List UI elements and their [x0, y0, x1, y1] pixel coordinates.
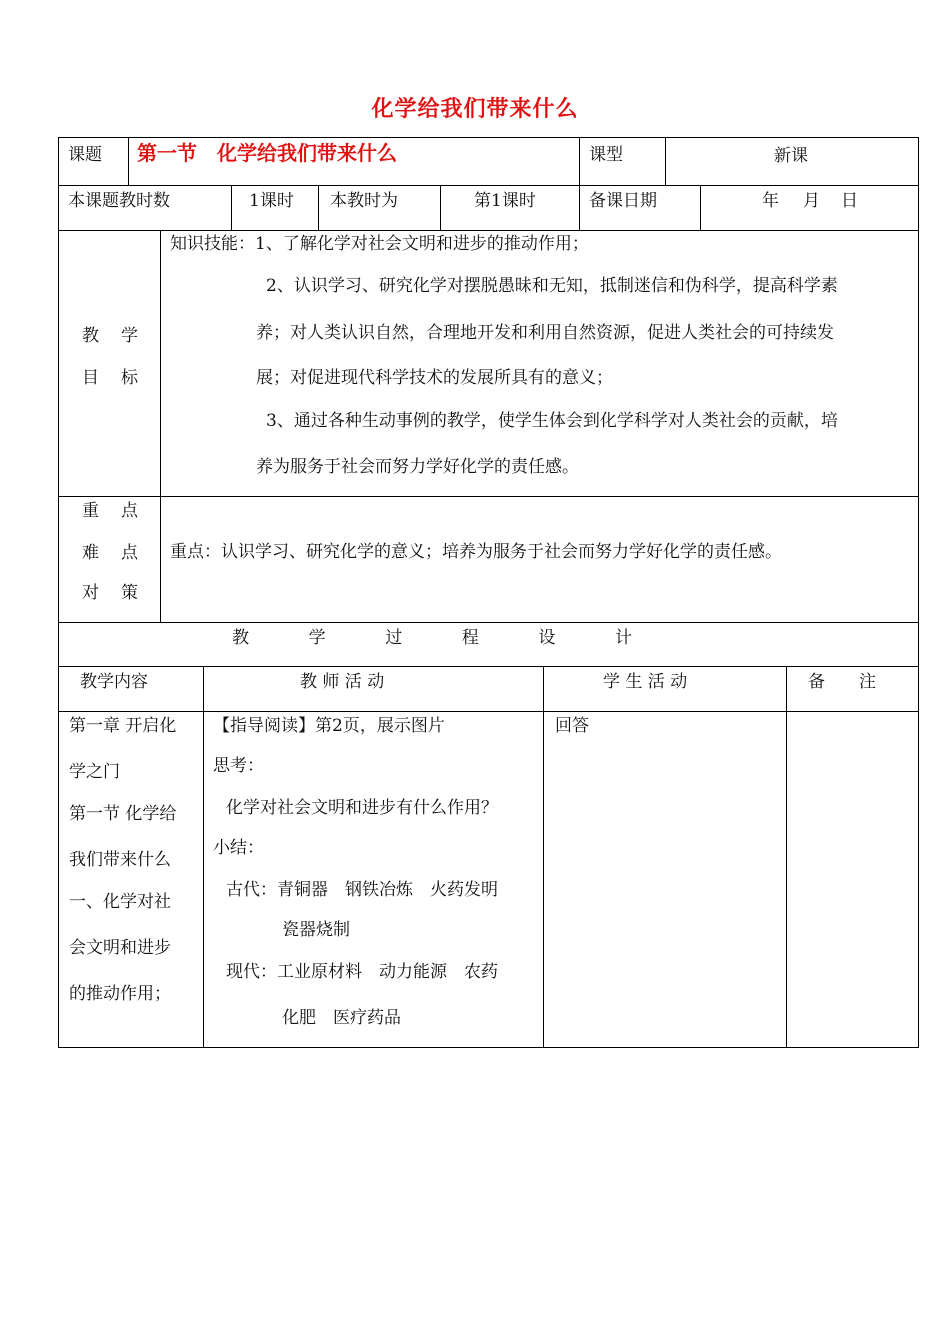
col-divider	[231, 185, 232, 230]
row-divider	[58, 666, 919, 667]
objectives-line: 养；对人类认识自然，合理地开发和利用自然资源，促进人类社会的可持续发	[256, 323, 834, 343]
col-divider	[440, 185, 441, 230]
col-divider	[160, 230, 161, 622]
row-divider	[58, 230, 919, 231]
col-divider	[203, 666, 204, 1048]
row-divider	[58, 711, 919, 712]
objectives-label-line2: 目 标	[82, 368, 138, 388]
col-header-teacher: 教 师 活 动	[300, 672, 385, 692]
content-line: 第一节 化学给	[69, 804, 177, 824]
objectives-line: 知识技能：1、了解化学对社会文明和进步的推动作用；	[170, 234, 589, 254]
design-heading: 教 学 过 程 设 计	[232, 628, 632, 648]
teacher-line: 【指导阅读】第2页，展示图片	[213, 716, 445, 736]
total-hours-value: 1课时	[249, 191, 294, 211]
col-header-notes: 备 注	[808, 672, 876, 692]
objectives-line: 养为服务于社会而努力学好化学的责任感。	[256, 457, 579, 477]
topic-value: 第一节 化学给我们带来什么	[137, 141, 397, 165]
col-header-student: 学 生 活 动	[603, 672, 688, 692]
col-divider	[318, 185, 319, 230]
student-line: 回答	[555, 716, 589, 736]
row-divider	[58, 622, 919, 623]
objectives-line: 2、认识学习、研究化学对摆脱愚昧和无知，抵制迷信和伪科学，提高科学素	[266, 276, 838, 296]
col-divider	[543, 666, 544, 1048]
date-day: 日	[841, 191, 858, 211]
lesson-type-value: 新课	[774, 146, 808, 166]
col-divider	[786, 666, 787, 1048]
teacher-line: 古代：青铜器 钢铁冶炼 火药发明	[226, 880, 498, 900]
row-divider	[58, 496, 919, 497]
teacher-line: 小结：	[213, 838, 264, 858]
date-month: 月	[803, 191, 820, 211]
current-session-label: 本教时为	[330, 191, 398, 211]
date-year: 年	[762, 191, 779, 211]
content-line: 会文明和进步	[69, 938, 171, 958]
current-session-value: 第1课时	[474, 191, 536, 211]
lesson-plan-table	[58, 137, 919, 1048]
objectives-line: 展；对促进现代科学技术的发展所具有的意义；	[256, 368, 613, 388]
key-points-label-line3: 对 策	[82, 583, 138, 603]
teacher-line: 化学对社会文明和进步有什么作用？	[226, 798, 498, 818]
content-line: 我们带来什么	[69, 850, 171, 870]
col-divider	[665, 137, 666, 185]
key-points-label-line1: 重 点	[82, 501, 138, 521]
content-line: 第一章 开启化	[69, 716, 177, 736]
content-line: 的推动作用；	[69, 984, 171, 1004]
teacher-line: 现代：工业原材料 动力能源 农药	[226, 962, 498, 982]
teacher-line: 瓷器烧制	[282, 920, 350, 940]
teacher-line: 化肥 医疗药品	[282, 1008, 401, 1028]
col-divider	[579, 137, 580, 185]
col-divider	[579, 185, 580, 230]
lesson-type-label: 课型	[589, 145, 623, 165]
objectives-label-line1: 教 学	[82, 326, 138, 346]
col-header-content: 教学内容	[80, 672, 148, 692]
topic-label: 课题	[68, 145, 102, 165]
document-title: 化学给我们带来什么	[371, 97, 579, 122]
teacher-line: 思考：	[213, 756, 264, 776]
row-divider	[58, 185, 919, 186]
key-points-text: 重点：认识学习、研究化学的意义；培养为服务于社会而努力学好化学的责任感。	[170, 542, 782, 562]
total-hours-label: 本课题教时数	[68, 191, 170, 211]
col-divider	[700, 185, 701, 230]
content-line: 学之门	[69, 762, 120, 782]
col-divider	[128, 137, 129, 185]
content-line: 一、化学对社	[69, 892, 171, 912]
prep-date-label: 备课日期	[589, 191, 657, 211]
objectives-line: 3、通过各种生动事例的教学，使学生体会到化学科学对人类社会的贡献，培	[266, 411, 838, 431]
key-points-label-line2: 难 点	[82, 543, 138, 563]
